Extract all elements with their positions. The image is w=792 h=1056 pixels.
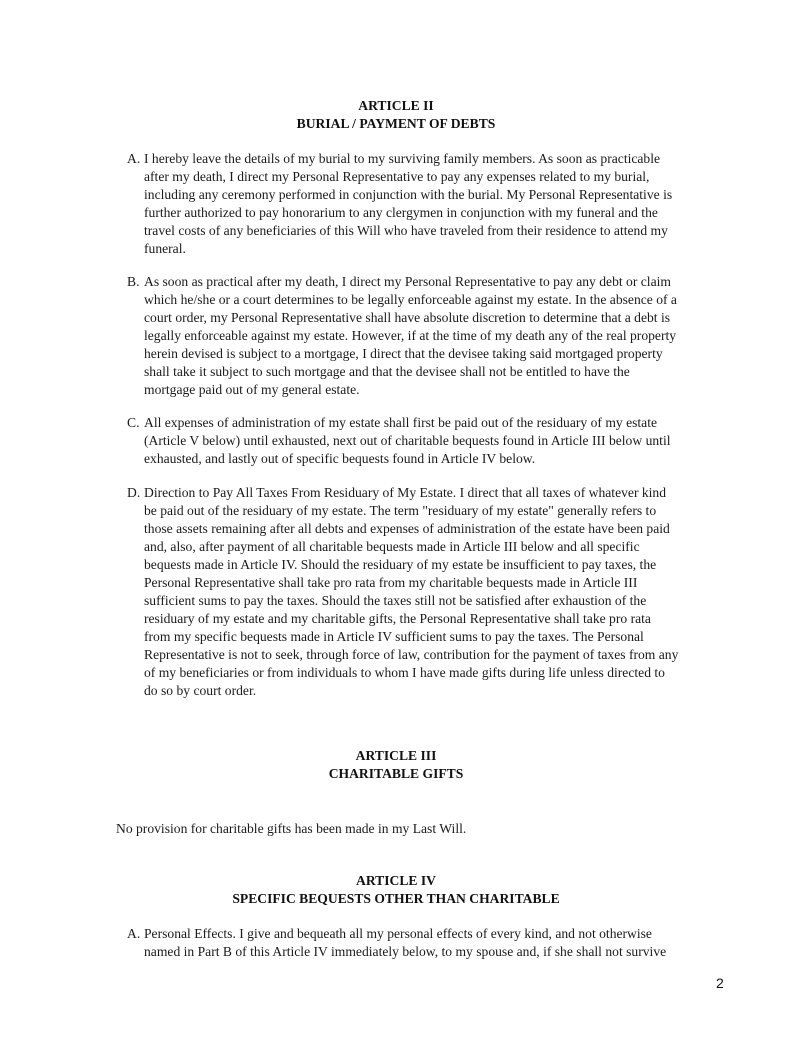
item-line: court order, my Personal Representative shall have absolute discretion to determine that a debt is — [144, 310, 671, 325]
item-line: Personal Representative shall take pro rata from my charitable bequests made in Article III — [144, 575, 638, 590]
item-line: Personal Effects. I give and bequeath all my personal effects of every kind, and not otherwise — [144, 926, 652, 941]
item-marker: A. — [127, 151, 141, 166]
item-line: named in Part B of this Article IV immediately below, to my spouse and, if she shall not survive — [144, 944, 667, 959]
item-line: bequests made in Article IV. Should the residuary of my estate be insufficient to pay taxes, the — [144, 557, 657, 572]
item-line: (Article V below) until exhausted, next out of charitable bequests found in Article III below until — [144, 433, 671, 448]
article-iii-number: ARTICLE III — [355, 748, 437, 763]
item-line: legally enforceable against my estate. However, if at the time of my death any of the real property — [144, 328, 677, 343]
article-ii-item-c — [127, 414, 747, 468]
item-line: exhausted, and lastly out of specific bequests found in Article IV below. — [144, 451, 536, 466]
item-line: residuary of my estate and my charitable gifts, the Personal Representative shall take pro rata — [144, 611, 651, 626]
item-line: do so by court order. — [144, 683, 257, 698]
item-line: All expenses of administration of my estate shall first be paid out of the residuary of my estate — [144, 415, 658, 430]
article-iii-body: No provision for charitable gifts has been made in my Last Will. — [116, 821, 467, 836]
item-line: sufficient sums to pay the taxes. Should the taxes still not be satisfied after exhaustion of the — [144, 593, 647, 608]
article-ii-number: ARTICLE II — [358, 98, 434, 113]
item-line: be paid out of the residuary of my estate. The term "residuary of my estate" generally refers to — [144, 503, 657, 518]
item-marker: A. — [127, 926, 141, 941]
item-line: As soon as practical after my death, I direct my Personal Representative to pay any debt or claim — [144, 274, 671, 289]
item-line: funeral. — [144, 241, 186, 256]
item-line: and, also, after payment of all charitable bequests made in Article III below and all specific — [144, 539, 640, 554]
article-ii-item-b — [127, 273, 747, 399]
item-line: including any ceremony performed in conjunction with the burial. My Personal Representative is — [144, 187, 673, 202]
item-line: from my specific bequests made in Article IV sufficient sums to pay the taxes. The Personal — [144, 629, 644, 644]
article-iv-item-a — [127, 925, 747, 961]
item-line: which he/she or a court determines to be legally enforceable against my estate. In the absence of a — [144, 292, 677, 307]
item-line: I hereby leave the details of my burial to my surviving family members. As soon as practicable — [144, 151, 661, 166]
item-line: herein devised is subject to a mortgage, I direct that the devisee taking said mortgaged property — [144, 346, 663, 361]
item-line: shall take it subject to such mortgage and that the devisee shall not be entitled to have the — [144, 364, 630, 379]
item-line: those assets remaining after all debts and expenses of administration of the estate have been paid — [144, 521, 670, 536]
article-ii-item-a — [127, 150, 747, 258]
article-ii-title: BURIAL / PAYMENT OF DEBTS — [296, 116, 496, 131]
item-line: of my beneficiaries or from individuals to whom I have made gifts during life unless directed to — [144, 665, 665, 680]
article-iv-number: ARTICLE IV — [356, 873, 436, 888]
item-marker: B. — [127, 274, 140, 289]
article-ii-item-d — [127, 484, 747, 700]
article-iv-title: SPECIFIC BEQUESTS OTHER THAN CHARITABLE — [232, 891, 560, 906]
item-line: Direction to Pay All Taxes From Residuary of My Estate. I direct that all taxes of whatever kind — [144, 485, 667, 500]
page-number: 2 — [716, 975, 724, 991]
item-line: travel costs of any beneficiaries of this Will who have traveled from their residence to attend my — [144, 223, 668, 238]
article-iii-title: CHARITABLE GIFTS — [328, 766, 464, 781]
item-line: after my death, I direct my Personal Representative to pay any expenses related to my burial, — [144, 169, 650, 184]
item-line: further authorized to pay honorarium to any clergymen in conjunction with my funeral and the — [144, 205, 658, 220]
item-marker: D. — [127, 485, 141, 500]
item-line: mortgage paid out of my general estate. — [144, 382, 360, 397]
item-line: Representative is not to seek, through force of law, contribution for the payment of taxes from any — [144, 647, 679, 662]
item-marker: C. — [127, 415, 140, 430]
